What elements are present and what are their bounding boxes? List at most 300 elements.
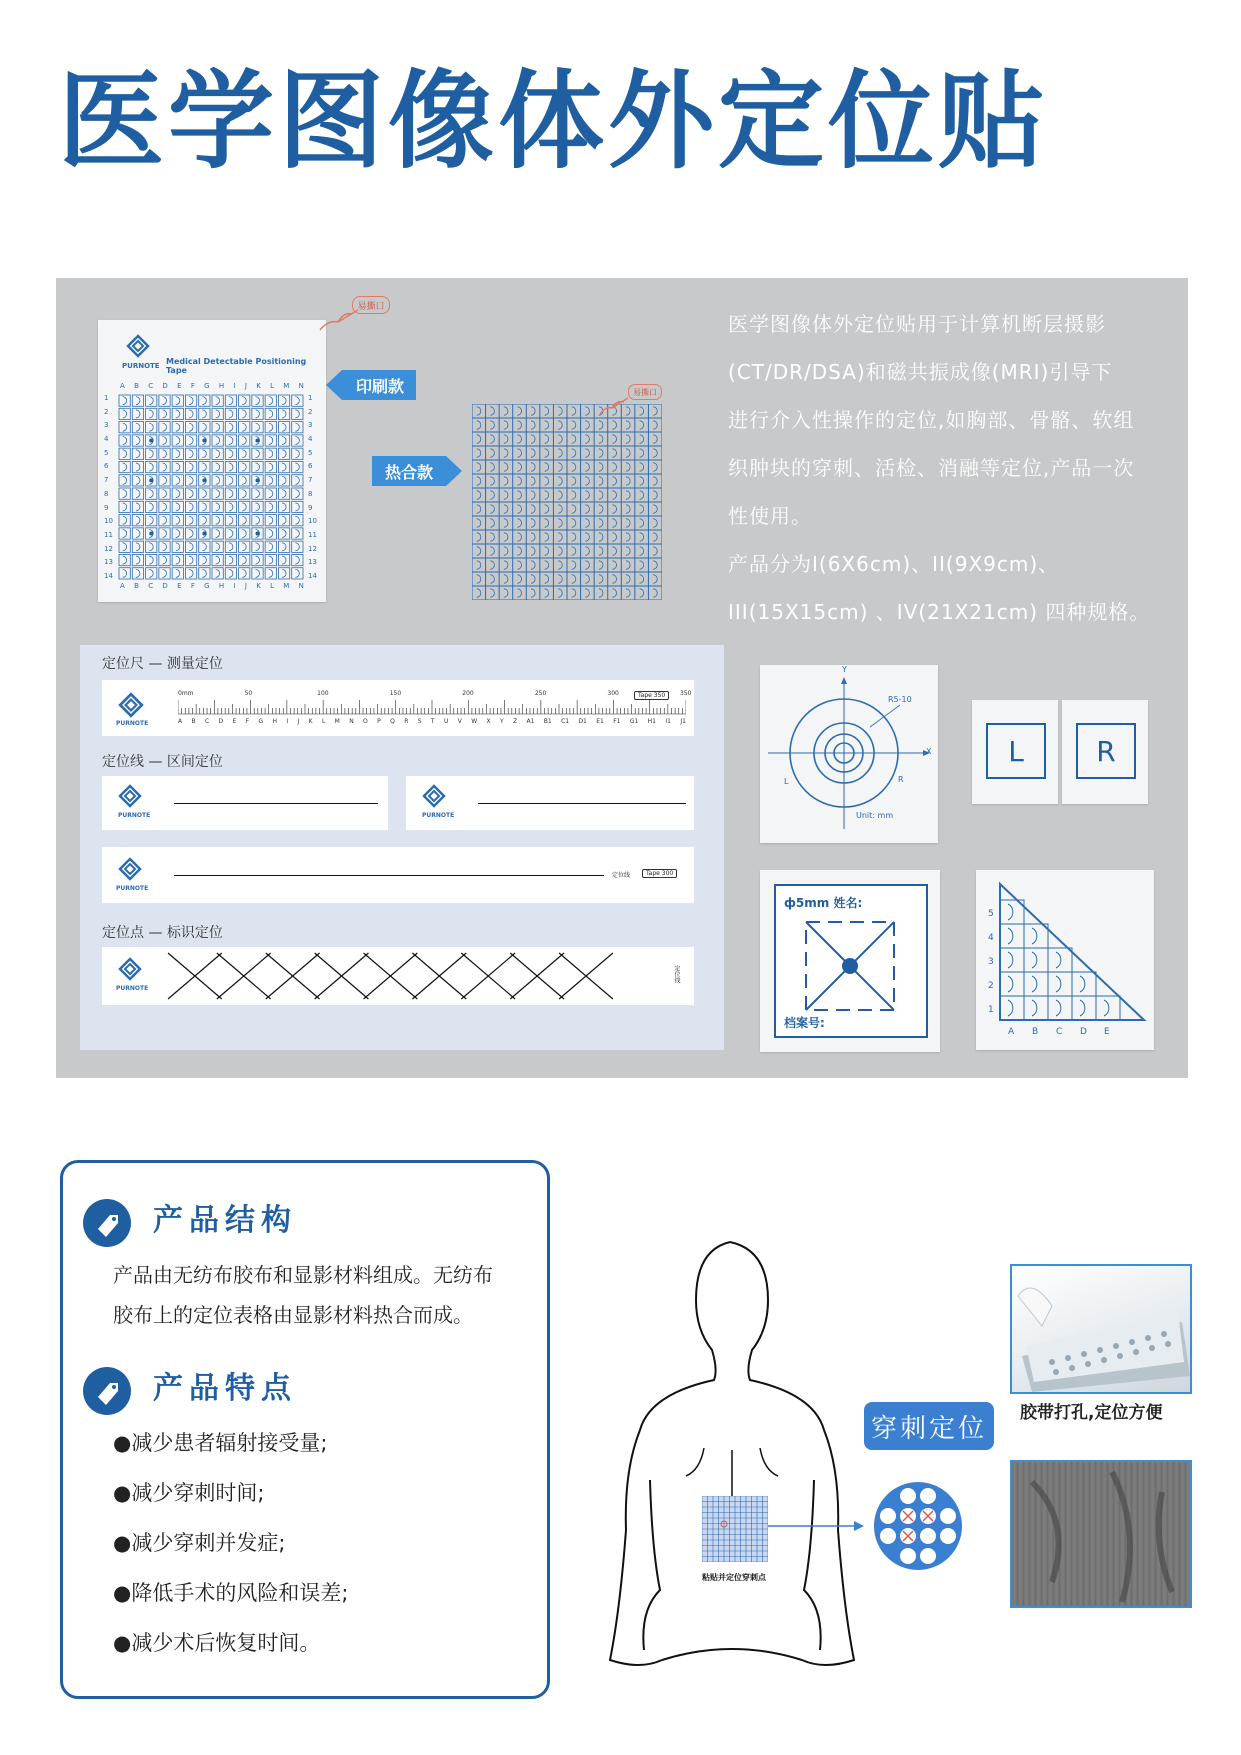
grid-arc (202, 569, 206, 577)
grid-arc (229, 476, 233, 484)
feature-item: ●减少术后恢复时间。 (113, 1631, 321, 1655)
grid-arc (572, 421, 576, 429)
zoom-bg (874, 1482, 962, 1570)
grid-arc (269, 569, 273, 577)
triangle-cell (1000, 996, 1024, 1020)
grid-arc (545, 505, 549, 513)
grid-arc (477, 505, 481, 513)
grid-cell (225, 422, 236, 433)
grid-cell (212, 554, 223, 565)
body-outline-icon (600, 1230, 920, 1690)
row-number: 14 (308, 571, 317, 580)
grid-cell (292, 461, 303, 472)
grid-arc (558, 491, 562, 499)
grid-cell (292, 408, 303, 419)
grid-arc (136, 437, 140, 445)
grid-cell (132, 568, 143, 579)
grid-cell (252, 448, 263, 459)
grid-cell (212, 395, 223, 406)
ruler-scale-label: 300 (607, 690, 619, 697)
grid-cell (119, 475, 130, 486)
grid-arc (653, 561, 657, 569)
grid-arc (282, 397, 286, 405)
grid-arc (295, 569, 299, 577)
row-number: 2 (104, 407, 109, 416)
grid-cell (212, 501, 223, 512)
ruler-letter: G1 (629, 718, 639, 725)
perforated-tape-icon (1012, 1266, 1190, 1392)
grid-arc (653, 575, 657, 583)
ruler-letter: T (430, 718, 435, 725)
grid-arc (216, 476, 220, 484)
grid-cell (146, 448, 157, 459)
triangle-arc (1056, 1000, 1061, 1016)
grid-arc (599, 589, 603, 597)
grid-arc (640, 519, 644, 527)
grid-arc (242, 397, 246, 405)
grid-cell (119, 422, 130, 433)
grid-arc (256, 397, 260, 405)
row-number: 13 (104, 558, 113, 567)
grid-cell (278, 448, 289, 459)
grid-arc (640, 449, 644, 457)
grid-arc (163, 516, 167, 524)
column-letter: I (233, 382, 236, 390)
description-line: (CT/DR/DSA)和磁共振成像(MRI)引导下 (728, 360, 1113, 384)
grid-arc (176, 556, 180, 564)
ruler-letter: W (471, 718, 478, 725)
grid-cell (159, 528, 170, 539)
grid-cell (265, 528, 276, 539)
triangle-cell (1096, 996, 1120, 1020)
column-letter: M (283, 382, 290, 390)
product-description (728, 300, 1168, 636)
phi-marker-card (760, 870, 940, 1052)
grid-cell (199, 395, 210, 406)
grid-arc (504, 407, 508, 415)
column-letter: J (244, 582, 247, 590)
grid-cell (212, 461, 223, 472)
position-line (478, 803, 686, 804)
feature-item: ●减少穿刺时间; (113, 1481, 265, 1505)
cross-point-mark (315, 953, 369, 999)
ruler-letter: H (272, 718, 277, 725)
grid-arc (545, 463, 549, 471)
grid-arc (149, 410, 153, 418)
tag-icon (83, 1199, 131, 1247)
grid-cell (265, 488, 276, 499)
grid-cell (159, 422, 170, 433)
grid-cell (199, 448, 210, 459)
grid-arc (242, 543, 246, 551)
grid-arc (256, 543, 260, 551)
grid-arc (599, 491, 603, 499)
grid-arc (189, 516, 193, 524)
grid-arc (585, 533, 589, 541)
row-number: 4 (104, 435, 109, 444)
grid-cell (119, 515, 130, 526)
grid-cell (265, 422, 276, 433)
grid-arc (504, 547, 508, 555)
pointer-arrow-icon (768, 1516, 864, 1536)
position-line (174, 875, 604, 876)
grid-arc (149, 423, 153, 431)
feature-item: ●减少患者辐射接受量; (113, 1431, 328, 1455)
grid-arc (123, 476, 127, 484)
triangle-arc (1032, 952, 1037, 968)
grid-arc (256, 556, 260, 564)
grid-cell (199, 461, 210, 472)
grid-arc (585, 491, 589, 499)
grid-arc (202, 450, 206, 458)
ct-scan-photo (1010, 1460, 1192, 1608)
brand-name: PURNOTE (116, 720, 149, 727)
purnote-logo-icon (118, 692, 144, 718)
grid-arc (216, 423, 220, 431)
grid-arc (477, 561, 481, 569)
grid-arc (176, 543, 180, 551)
grid-arc (149, 569, 153, 577)
tape-photo (1010, 1264, 1192, 1394)
ruler-letter: A (178, 718, 183, 725)
grid-arc (599, 449, 603, 457)
grid-arc (123, 530, 127, 538)
grid-cell (239, 475, 250, 486)
ruler-letter: R (404, 718, 409, 725)
triangle-col-label: B (1032, 1027, 1039, 1037)
column-letter: G (204, 582, 210, 590)
grid-cell (278, 408, 289, 419)
line-section-title: 定位线 — 区间定位 (102, 754, 223, 770)
grid-arc (477, 491, 481, 499)
ruler-letter: U (443, 718, 449, 725)
grid-arc (558, 547, 562, 555)
triangle-arc (1032, 976, 1037, 992)
ruler-letter: F (245, 718, 250, 725)
grid-cell (199, 515, 210, 526)
ruler-letter: C1 (561, 718, 570, 725)
grid-arc (136, 543, 140, 551)
row-number: 8 (308, 489, 313, 498)
structure-text (113, 1255, 533, 1335)
grid-arc (216, 463, 220, 471)
row-number: 10 (104, 517, 113, 526)
grid-arc (612, 505, 616, 513)
triangle-cell (1048, 996, 1072, 1020)
grid-cell (265, 475, 276, 486)
grid-cell (159, 448, 170, 459)
column-letter: D (162, 382, 168, 390)
grid-arc (599, 519, 603, 527)
cross-point-mark (168, 953, 222, 999)
grid-arc (189, 490, 193, 498)
ruler-scale-label: 350 (680, 690, 692, 697)
grid-arc (490, 449, 494, 457)
grid-arc (626, 463, 630, 471)
grid-arc (572, 505, 576, 513)
grid-cell (185, 395, 196, 406)
grid-dot (202, 532, 206, 536)
grid-cell (146, 515, 157, 526)
grid-arc (256, 463, 260, 471)
grid-arc (269, 450, 273, 458)
grid-arc (229, 490, 233, 498)
grid-arc (504, 575, 508, 583)
grid-cell (159, 501, 170, 512)
grid-arc (517, 561, 521, 569)
grid-arc (149, 503, 153, 511)
grid-cell (185, 475, 196, 486)
grid-arc (163, 556, 167, 564)
grid-arc (136, 530, 140, 538)
zoom-hole (940, 1508, 956, 1524)
grid-arc (504, 421, 508, 429)
grid-cell (172, 488, 183, 499)
unit-label: Unit: mm (856, 811, 894, 820)
row-number: 3 (308, 421, 313, 430)
zoom-hole (900, 1488, 916, 1504)
grid-arc (653, 533, 657, 541)
grid-cell (132, 554, 143, 565)
grid-arc (242, 490, 246, 498)
grid-arc (295, 516, 299, 524)
ct-scan-texture-icon (1012, 1462, 1190, 1606)
ruler-strip (102, 680, 694, 736)
grid-cell (185, 501, 196, 512)
grid-arc (229, 569, 233, 577)
triangle-marker-card (976, 870, 1154, 1050)
grid-cell (278, 541, 289, 552)
grid-arc (531, 463, 535, 471)
grid-arc (269, 397, 273, 405)
description-line: 进行介入性操作的定位,如胸部、骨骼、软组 (728, 408, 1135, 432)
grid-arc (123, 450, 127, 458)
grid-arc (189, 569, 193, 577)
grid-arc (149, 490, 153, 498)
grid-cell (172, 475, 183, 486)
ruler-letter: E (232, 718, 237, 725)
purnote-logo-icon (118, 784, 142, 808)
positioning-tools-panel (80, 645, 724, 1050)
grid-arc (282, 463, 286, 471)
triangle-arc (1008, 928, 1013, 944)
grid-arc (653, 505, 657, 513)
grid-arc (572, 477, 576, 485)
grid-arc (163, 410, 167, 418)
grid-arc (202, 543, 206, 551)
grid-cell (252, 395, 263, 406)
grid-arc (558, 575, 562, 583)
grid-arc (123, 437, 127, 445)
column-letter: C (148, 382, 154, 390)
grid-arc (295, 530, 299, 538)
grid-arc (504, 533, 508, 541)
ruler-letter: O (363, 718, 368, 725)
grid-arc (545, 449, 549, 457)
grid-cell (278, 515, 289, 526)
grid-arc (517, 505, 521, 513)
grid-arc (626, 435, 630, 443)
grid-arc (558, 463, 562, 471)
grid-arc (189, 476, 193, 484)
grid-cell (132, 422, 143, 433)
grid-cell (172, 528, 183, 539)
grid-arc (295, 423, 299, 431)
grid-cell (252, 488, 263, 499)
grid-arc (612, 477, 616, 485)
grid-cell (292, 501, 303, 512)
easy-tear-label: 易撕口 (352, 296, 390, 314)
column-letter: A (120, 382, 125, 390)
grid-arc (626, 477, 630, 485)
row-number: 1 (104, 394, 109, 402)
grid-cell (292, 488, 303, 499)
grid-arc (176, 503, 180, 511)
grid-arc (612, 575, 616, 583)
grid-arc (585, 589, 589, 597)
grid-arc (612, 547, 616, 555)
grid-cell (212, 422, 223, 433)
grid-arc (176, 397, 180, 405)
grid-arc (612, 449, 616, 457)
grid-arc (626, 449, 630, 457)
grid-arc (490, 421, 494, 429)
grid-cell (146, 501, 157, 512)
grid-arc (242, 556, 246, 564)
grid-arc (295, 437, 299, 445)
row-number: 3 (104, 421, 109, 430)
grid-arc (163, 463, 167, 471)
grid-arc (504, 519, 508, 527)
column-letter: F (190, 582, 195, 590)
grid-arc (599, 421, 603, 429)
grid-arc (269, 463, 273, 471)
grid-arc (189, 530, 193, 538)
ruler-letter: G (258, 718, 264, 725)
grid-arc (572, 449, 576, 457)
grid-arc (612, 435, 616, 443)
grid-cell (265, 435, 276, 446)
grid-arc (653, 519, 657, 527)
line-strip-long (102, 847, 694, 903)
grid-arc (163, 437, 167, 445)
grid-arc (477, 519, 481, 527)
grid-arc (176, 516, 180, 524)
grid-arc (216, 503, 220, 511)
grid-cell (225, 448, 236, 459)
grid-arc (572, 491, 576, 499)
grid-cell (146, 568, 157, 579)
right-label: R (898, 775, 904, 784)
grid-cell (265, 408, 276, 419)
grid-cell (199, 408, 210, 419)
grid-dot (202, 478, 206, 482)
grid-arc (136, 569, 140, 577)
column-letter: B (134, 382, 139, 390)
grid-arc (545, 547, 549, 555)
ruler-letter: B (191, 718, 196, 725)
grid-cell (185, 435, 196, 446)
grid-arc (282, 530, 286, 538)
grid-cell (239, 541, 250, 552)
grid-arc (269, 556, 273, 564)
line-tag: Tape 300 (642, 869, 677, 878)
grid-arc (229, 516, 233, 524)
grid-arc (517, 407, 521, 415)
grid-arc (517, 533, 521, 541)
feature-item: ●减少穿刺并发症; (113, 1531, 286, 1555)
grid-arc (269, 516, 273, 524)
grid-arc (653, 589, 657, 597)
grid-arc (229, 503, 233, 511)
line-strip-short-1 (102, 776, 388, 830)
grid-arc (136, 450, 140, 458)
brand-name: PURNOTE (118, 812, 151, 819)
grid-arc (640, 547, 644, 555)
ruler-letter: S (417, 718, 422, 725)
grid-arc (558, 477, 562, 485)
ruler-letter: B1 (543, 718, 552, 725)
zoom-hole (920, 1548, 936, 1564)
grid-cell (278, 395, 289, 406)
grid-cell (278, 501, 289, 512)
grid-arc (545, 435, 549, 443)
grid-arc (626, 533, 630, 541)
grid-cell (212, 515, 223, 526)
description-line: 医学图像体外定位贴用于计算机断层摄影 (728, 312, 1106, 336)
grid-dot (149, 439, 153, 443)
grid-cell (119, 528, 130, 539)
grid-cell (292, 554, 303, 565)
triangle-row-label: 1 (988, 1005, 994, 1015)
grid-arc (295, 463, 299, 471)
grid-arc (477, 435, 481, 443)
grid-arc (545, 491, 549, 499)
grid-arc (640, 491, 644, 499)
grid-arc (599, 435, 603, 443)
grid-arc (123, 569, 127, 577)
grid-cell (239, 528, 250, 539)
ruler-letter: Z (513, 718, 518, 725)
structure-line: 产品由无纺布胶布和显影材料组成。无纺布 (113, 1263, 493, 1287)
grid-arc (295, 410, 299, 418)
grid-cell (239, 568, 250, 579)
grid-arc (626, 561, 630, 569)
structure-line: 胶布上的定位表格由显影材料热合而成。 (113, 1303, 473, 1327)
grid-arc (517, 519, 521, 527)
grid-arc (229, 423, 233, 431)
grid-cell (159, 461, 170, 472)
grid-arc (176, 437, 180, 445)
grid-arc (531, 519, 535, 527)
ruler-letter: I1 (665, 718, 671, 725)
ruler-letter: D1 (578, 718, 587, 725)
grid-arc (189, 397, 193, 405)
phi-file-number: 档案号: (784, 1016, 825, 1030)
grid-cell (146, 461, 157, 472)
triangle-arc (1080, 1000, 1085, 1016)
ruler-letter: L (321, 718, 326, 725)
grid-arc (269, 543, 273, 551)
grid-arc (626, 575, 630, 583)
grid-arc (477, 463, 481, 471)
grid-arc (585, 575, 589, 583)
grid-arc (572, 547, 576, 555)
grid-arc (545, 533, 549, 541)
column-letter: G (204, 382, 210, 390)
triangle-arc (1008, 952, 1013, 968)
cross-point-mark (510, 953, 564, 999)
